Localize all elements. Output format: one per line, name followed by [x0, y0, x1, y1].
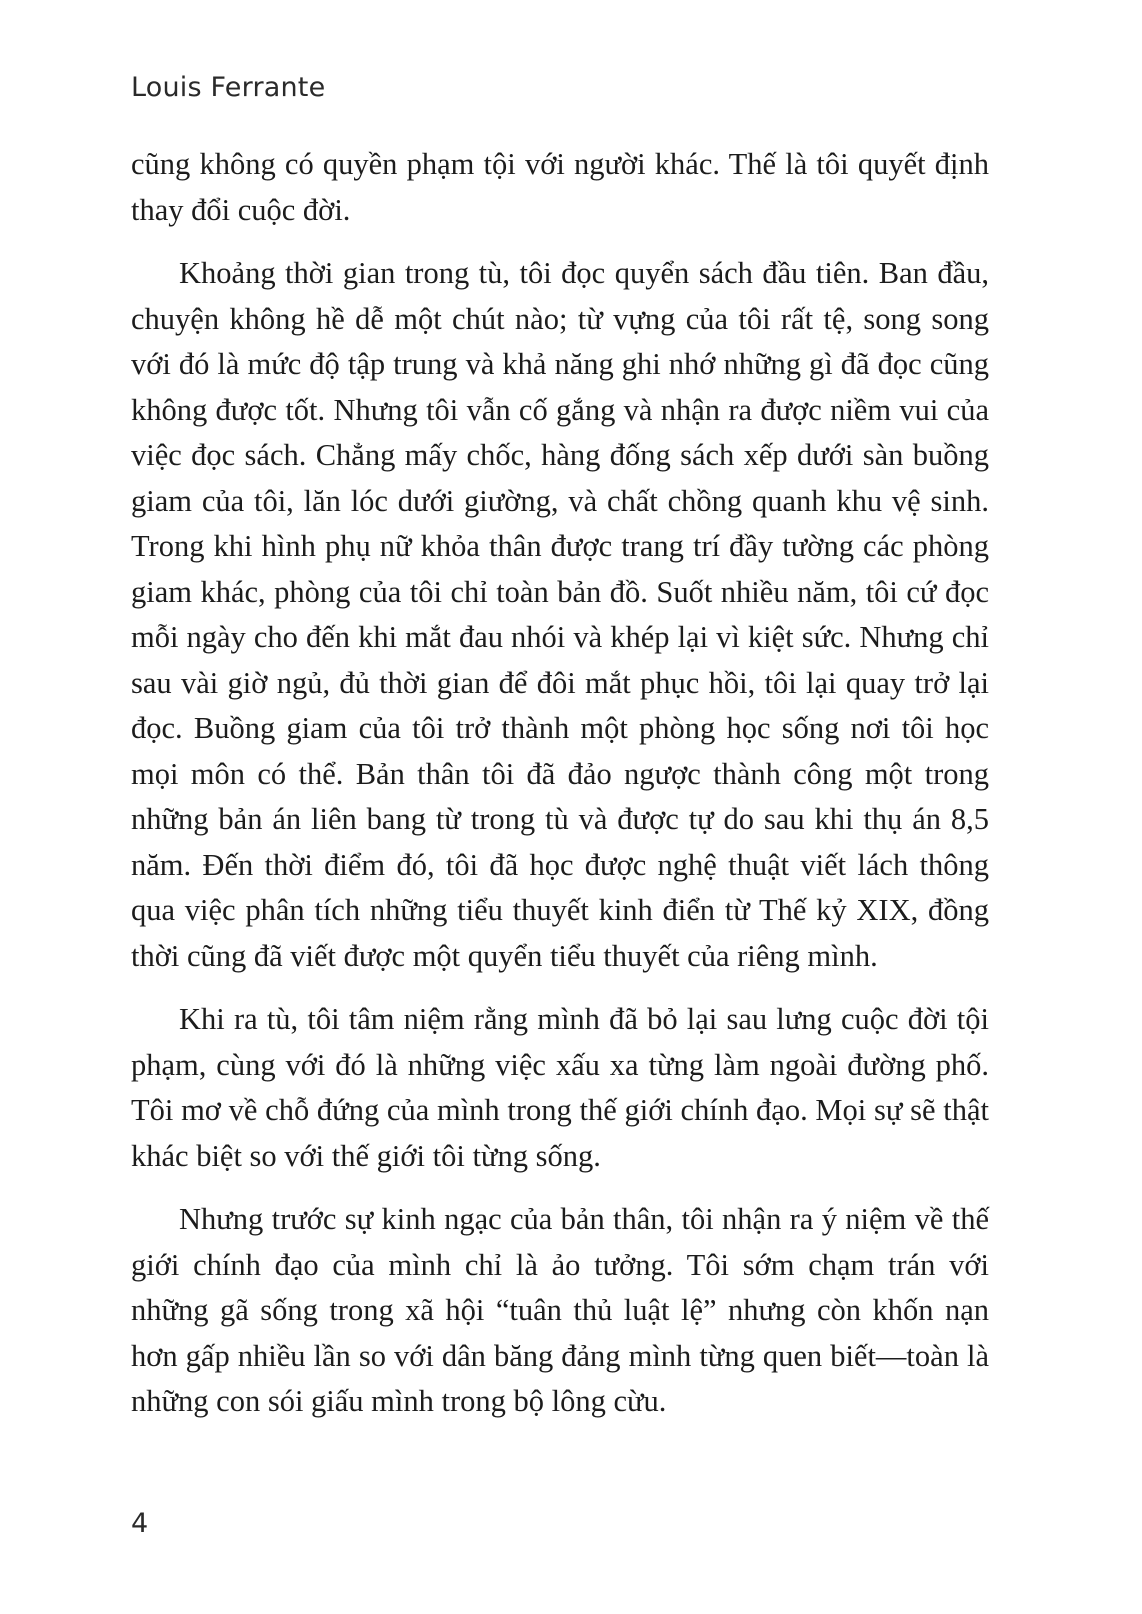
page-number: 4	[131, 1508, 149, 1539]
paragraph-continuation: cũng không có quyền phạm tội với người khác. Thế là tôi quyết định thay đổi cuộc đời.	[131, 147, 989, 227]
paragraph-illusion: Nhưng trước sự kinh ngạc của bản thân, tôi nhận ra ý niệm về thế giới chính đạo của mình chỉ là ảo tưởng. Tôi sớm chạm trán với những gã sống trong xã hội “tuân thủ luật lệ” nhưng còn khốn nạn hơn gấp nhiều lần so với dân băng đảng mình từng quen biết—toàn là những con sói giấu mình trong bộ lông cừu.	[131, 1202, 989, 1418]
paragraph-release: Khi ra tù, tôi tâm niệm rằng mình đã bỏ lại sau lưng cuộc đời tội phạm, cùng với đó là những việc xấu xa từng làm ngoài đường phố. Tôi mơ về chỗ đứng của mình trong thế giới chính đạo. Mọi sự sẽ thật khác biệt so với thế giới tôi từng sống.	[131, 1002, 989, 1173]
running-header-author: Louis Ferrante	[131, 72, 326, 103]
paragraph-prison-reading: Khoảng thời gian trong tù, tôi đọc quyển sách đầu tiên. Ban đầu, chuyện không hề dễ một chút nào; từ vựng của tôi rất tệ, song song với đó là mức độ tập trung và khả năng ghi nhớ những gì đã đọc cũng không được tốt. Nhưng tôi vẫn cố gắng và nhận ra được niềm vui của việc đọc sách. Chẳng mấy chốc, hàng đống sách xếp dưới sàn buồng giam của tôi, lăn lóc dưới giường, và chất chồng quanh khu vệ sinh. Trong khi hình phụ nữ khỏa thân được trang trí đầy tường các phòng giam khác, phòng của tôi chỉ toàn bản đồ. Suốt nhiều năm, tôi cứ đọc mỗi ngày cho đến khi mắt đau nhói và khép lại vì kiệt sức. Nhưng chỉ sau vài giờ ngủ, đủ thời gian để đôi mắt phục hồi, tôi lại quay trở lại đọc. Buồng giam của tôi trở thành một phòng học sống nơi tôi học mọi môn có thể. Bản thân tôi đã đảo ngược thành công một trong những bản án liên bang từ trong tù và được tự do sau khi thụ án 8,5 năm. Đến thời điểm đó, tôi đã học được nghệ thuật viết lách thông qua việc phân tích những tiểu thuyết kinh điển từ Thế kỷ XIX, đồng thời cũng đã viết được một quyển tiểu thuyết của riêng mình.	[131, 256, 989, 973]
body-text	[131, 142, 989, 1443]
